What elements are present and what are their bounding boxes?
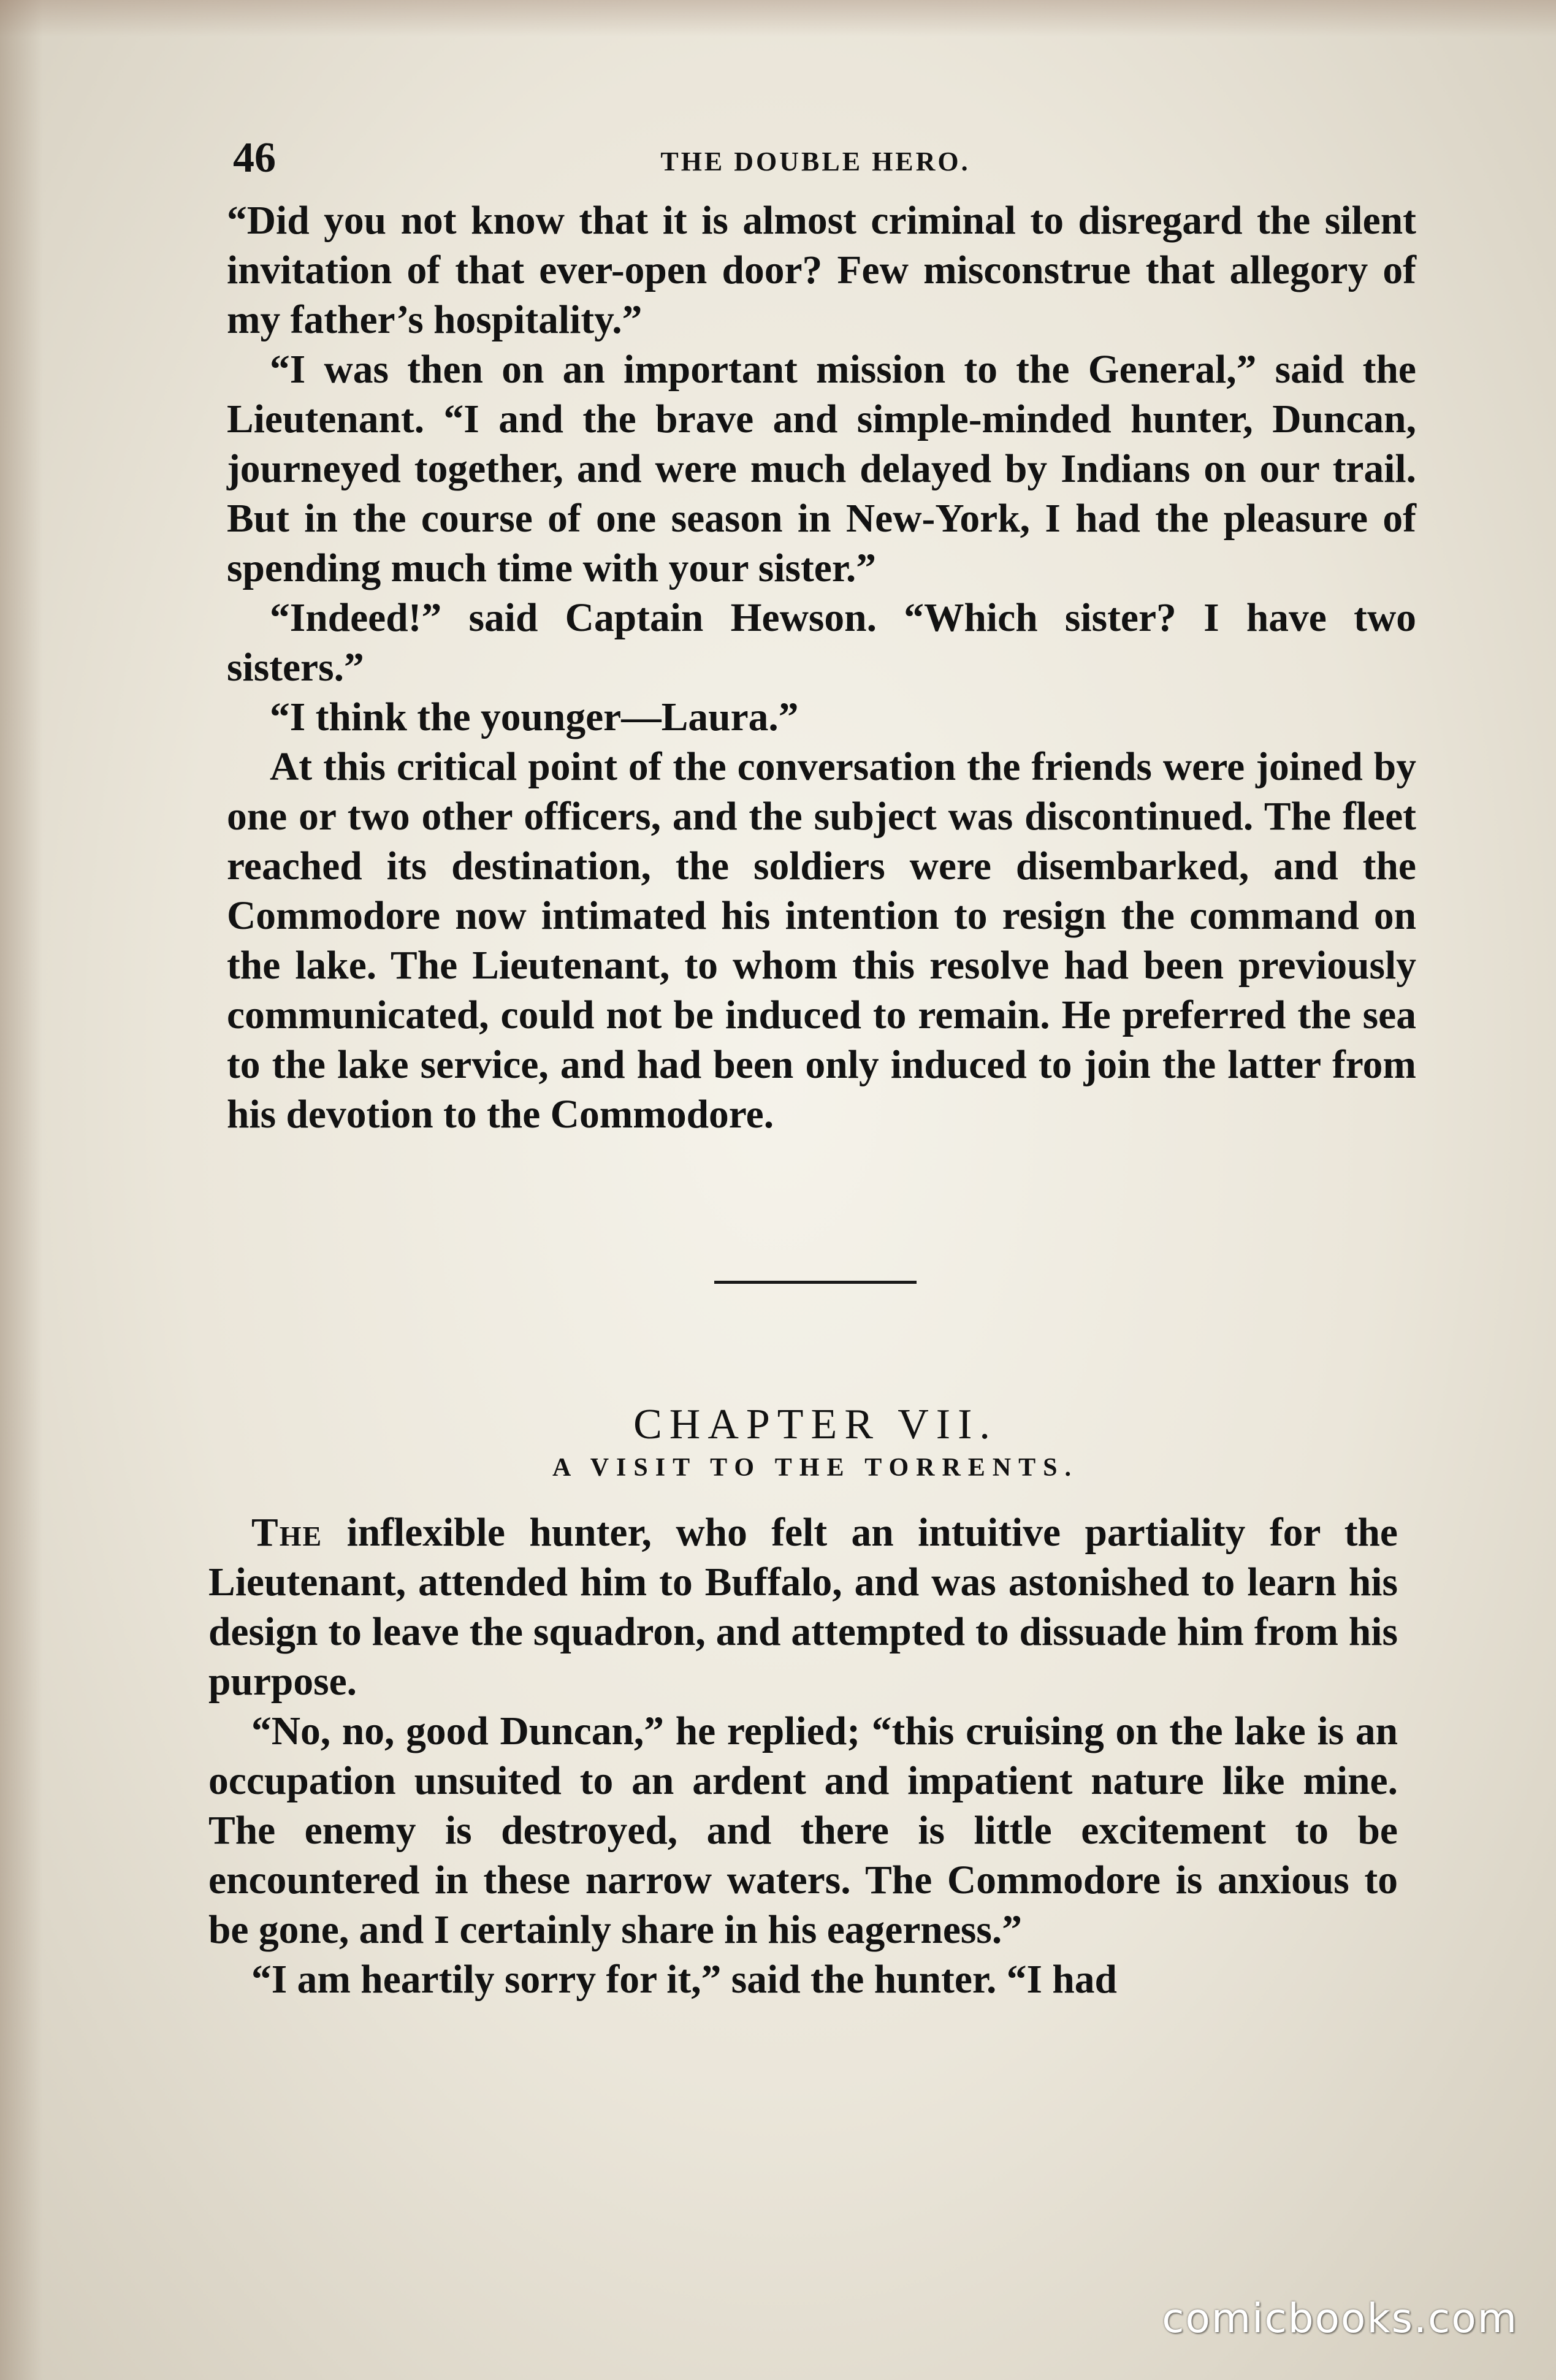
section-divider-rule: [714, 1281, 917, 1284]
chapter-heading: CHAPTER VII.: [633, 1401, 997, 1448]
running-title: THE DOUBLE HERO.: [660, 147, 971, 177]
chapter-subtitle: A VISIT TO THE TORRENTS.: [552, 1454, 1079, 1482]
running-head: [208, 123, 1422, 196]
page-edge-shadow: [0, 0, 43, 2380]
paragraph: “I was then on an important mission to the General,” said the Lieutenant. “I and the brave and simple-minded hunter, Duncan, journeyed together, and were much delayed by Indians on our trail. But in the course of one season in New-York, I had the pleasure of spending much time with your sister.”: [227, 348, 1416, 590]
paragraph: At this critical point of the conversation the friends were joined by one or two other officers, and the subject was discontinued. The fleet reached its destination, the soldiers were disembarked, and the Commodore now intimated his intention to resign the command on the lake. The Lieutenant, to whom this resolve had been previously communicated, could not be induced to remain. He preferred the sea to the lake service, and had been only induced to join the latter from his devotion to the Commodore.: [227, 745, 1416, 1137]
body-text-upper: [208, 196, 1422, 1140]
paragraph: “No, no, good Duncan,” he replied; “this cruising on the lake is an occupation unsuited to an ardent and impatient nature like mine. The enemy is destroyed, and there is little excitement to be encountered in these narrow waters. The Commodore is anxious to be gone, and I certainly share in his eagerness.”: [208, 1709, 1398, 1952]
book-page: [208, 123, 1422, 2005]
watermark-logo: comicbooks.com: [1162, 2295, 1518, 2342]
paragraph: “Indeed!” said Captain Hewson. “Which sister? I have two sisters.”: [227, 596, 1416, 690]
paragraph: “I am heartily sorry for it,” said the hunter. “I had: [251, 1958, 1117, 2002]
paragraph: “Did you not know that it is almost criminal to disregard the silent invitation of that ever-open door? Few misconstrue that allegory of my father’s hospitality.”: [227, 199, 1416, 342]
chapter-first-word: The: [251, 1511, 323, 1555]
page-number: 46: [233, 134, 276, 181]
paragraph: “I think the younger—Laura.”: [270, 695, 799, 739]
paragraph-text: inflexible hunter, who felt an intuitive partiality for the Lieutenant, attended him to Buffalo, and was astonished to learn his design to leave the squadron, and attempted to dissuade him from his purpose.: [208, 1511, 1398, 1704]
paragraph: [208, 1508, 1398, 1707]
body-text-lower: [208, 1508, 1422, 2005]
page-top-shadow: [0, 0, 1556, 37]
